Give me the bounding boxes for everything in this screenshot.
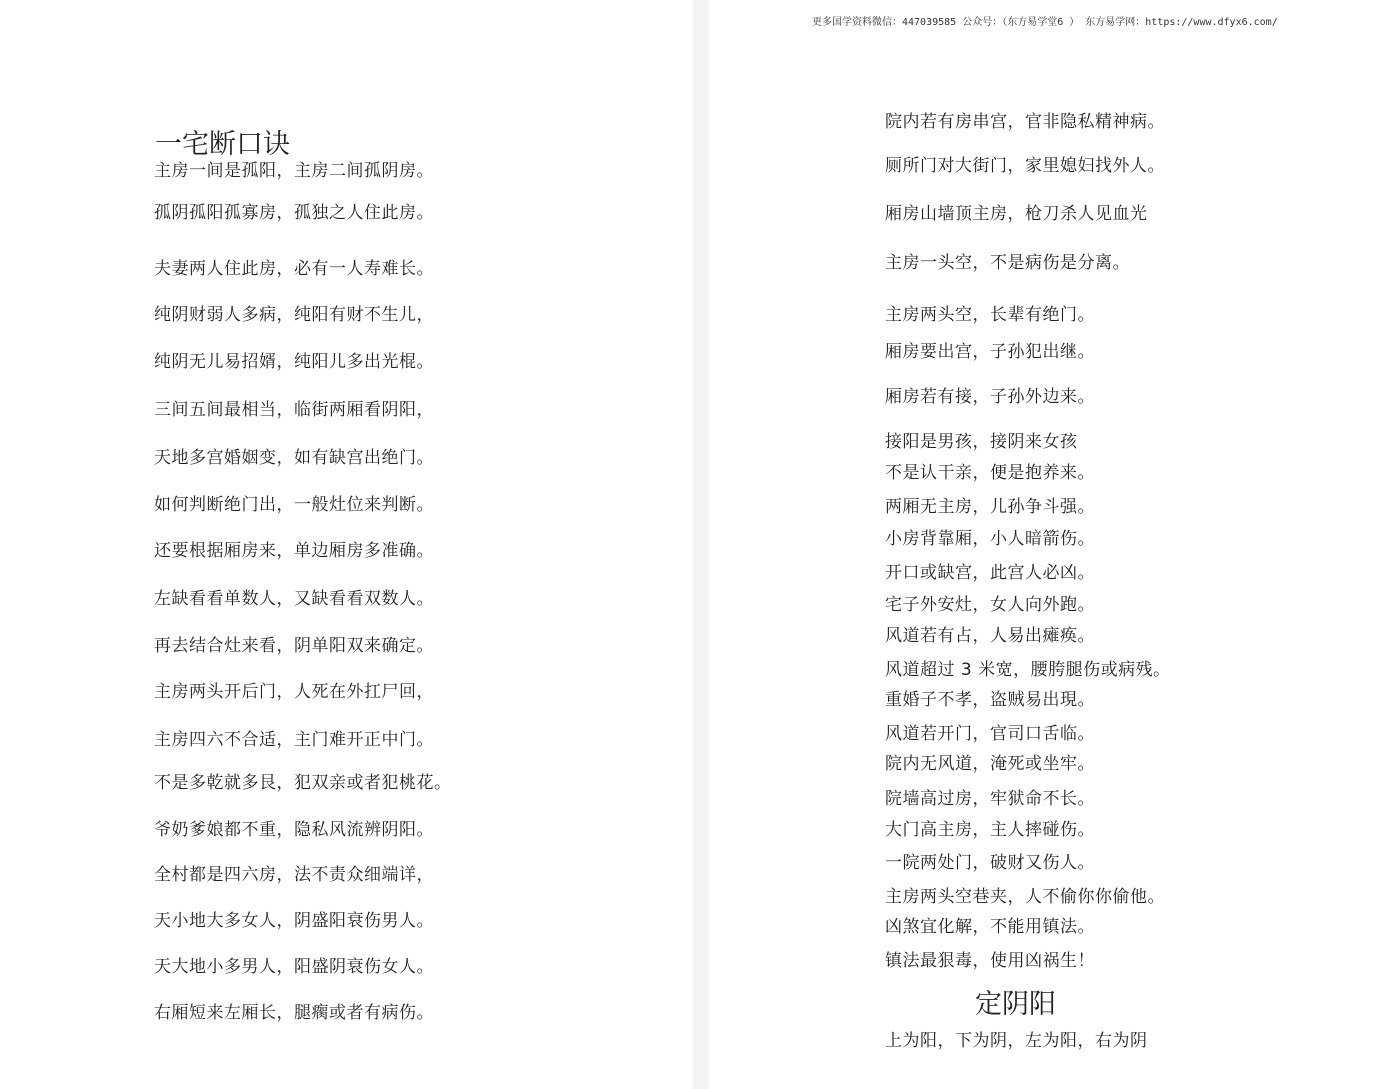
right-section-title: 定阴阳 <box>975 989 1056 1020</box>
verse-line: 如何判断绝门出，一般灶位来判断。 <box>154 495 434 515</box>
verse-line: 上为阳，下为阴，左为阳，右为阴 <box>885 1031 1148 1051</box>
verse-line: 还要根据厢房来，单边厢房多准确。 <box>154 541 434 561</box>
verse-line: 再去结合灶来看，阴单阳双来确定。 <box>154 636 434 656</box>
verse-line: 爷奶爹娘都不重，隐私风流辨阴阳。 <box>154 820 434 840</box>
verse-line: 大门高主房，主人摔碰伤。 <box>885 820 1095 840</box>
verse-line: 厢房山墙顶主房，枪刀杀人见血光 <box>885 204 1148 224</box>
verse-line: 主房两头空，长辈有绝门。 <box>885 305 1095 325</box>
verse-line: 主房四六不合适，主门难开正中门。 <box>154 730 434 750</box>
verse-line: 一院两处门，破财又伤人。 <box>885 853 1095 873</box>
verse-line: 风道若开门，官司口舌临。 <box>885 724 1095 744</box>
header-note: 更多国学资料微信：447039585 公众号：（东方易学堂6 ） 东方易学网：https://www.dfyx6.com/ <box>812 17 1278 28</box>
verse-line: 不是认干亲，便是抱养来。 <box>885 463 1095 483</box>
verse-line: 两厢无主房，儿孙争斗强。 <box>885 497 1095 517</box>
verse-line: 主房两头空巷夹，人不偷你你偷他。 <box>885 887 1165 907</box>
verse-line: 厕所门对大街门，家里媳妇找外人。 <box>885 156 1165 176</box>
verse-line: 纯阴财弱人多病，纯阳有财不生儿， <box>154 305 434 325</box>
verse-line: 小房背靠厢，小人暗箭伤。 <box>885 529 1095 549</box>
verse-line: 风道超过 3 米宽，腰胯腿伤或病残。 <box>885 660 1171 680</box>
verse-line: 宅子外安灶，女人向外跑。 <box>885 595 1095 615</box>
verse-line: 院内若有房串宫，官非隐私精神病。 <box>885 112 1165 132</box>
verse-line: 风道若有占，人易出瘫痪。 <box>885 626 1095 646</box>
page-gutter <box>693 0 709 1089</box>
verse-line: 全村都是四六房，法不责众细端详， <box>154 865 434 885</box>
verse-line: 右厢短来左厢长，腿瘸或者有病伤。 <box>154 1003 434 1023</box>
verse-line: 夫妻两人住此房，必有一人寿难长。 <box>154 259 434 279</box>
verse-line: 镇法最狠毒，使用凶祸生！ <box>885 951 1095 971</box>
verse-line: 不是多乾就多艮，犯双亲或者犯桃花。 <box>154 773 452 793</box>
verse-line: 厢房若有接，子孙外边来。 <box>885 387 1095 407</box>
verse-line: 三间五间最相当，临街两厢看阴阳， <box>154 400 434 420</box>
verse-line: 开口或缺宫，此宫人必凶。 <box>885 563 1095 583</box>
verse-line: 左缺看看单数人，又缺看看双数人。 <box>154 589 434 609</box>
left-page-title: 一宅断口诀 <box>155 129 290 160</box>
verse-line: 重婚子不孝，盗贼易出現。 <box>885 690 1095 710</box>
verse-line: 厢房要出宫，子孙犯出继。 <box>885 342 1095 362</box>
verse-line: 凶煞宜化解，不能用镇法。 <box>885 917 1095 937</box>
verse-line: 接阳是男孩，接阴来女孩 <box>885 432 1078 452</box>
verse-line: 孤阴孤阳孤寡房，孤独之人住此房。 <box>154 203 434 223</box>
verse-line: 主房两头开后门，人死在外扛尸回， <box>154 682 434 702</box>
verse-line: 纯阴无儿易招婿，纯阳儿多出光棍。 <box>154 352 434 372</box>
verse-line: 天小地大多女人，阴盛阳衰伤男人。 <box>154 911 434 931</box>
verse-line: 天地多宫婚姻变，如有缺宫出绝门。 <box>154 448 434 468</box>
verse-line: 院内无风道，淹死或坐牢。 <box>885 754 1095 774</box>
verse-line: 主房一间是孤阳，主房二间孤阴房。 <box>154 161 434 181</box>
verse-line: 天大地小多男人，阳盛阴衰伤女人。 <box>154 957 434 977</box>
verse-line: 院墙高过房，牢狱命不长。 <box>885 789 1095 809</box>
verse-line: 主房一头空，不是病伤是分离。 <box>885 253 1130 273</box>
